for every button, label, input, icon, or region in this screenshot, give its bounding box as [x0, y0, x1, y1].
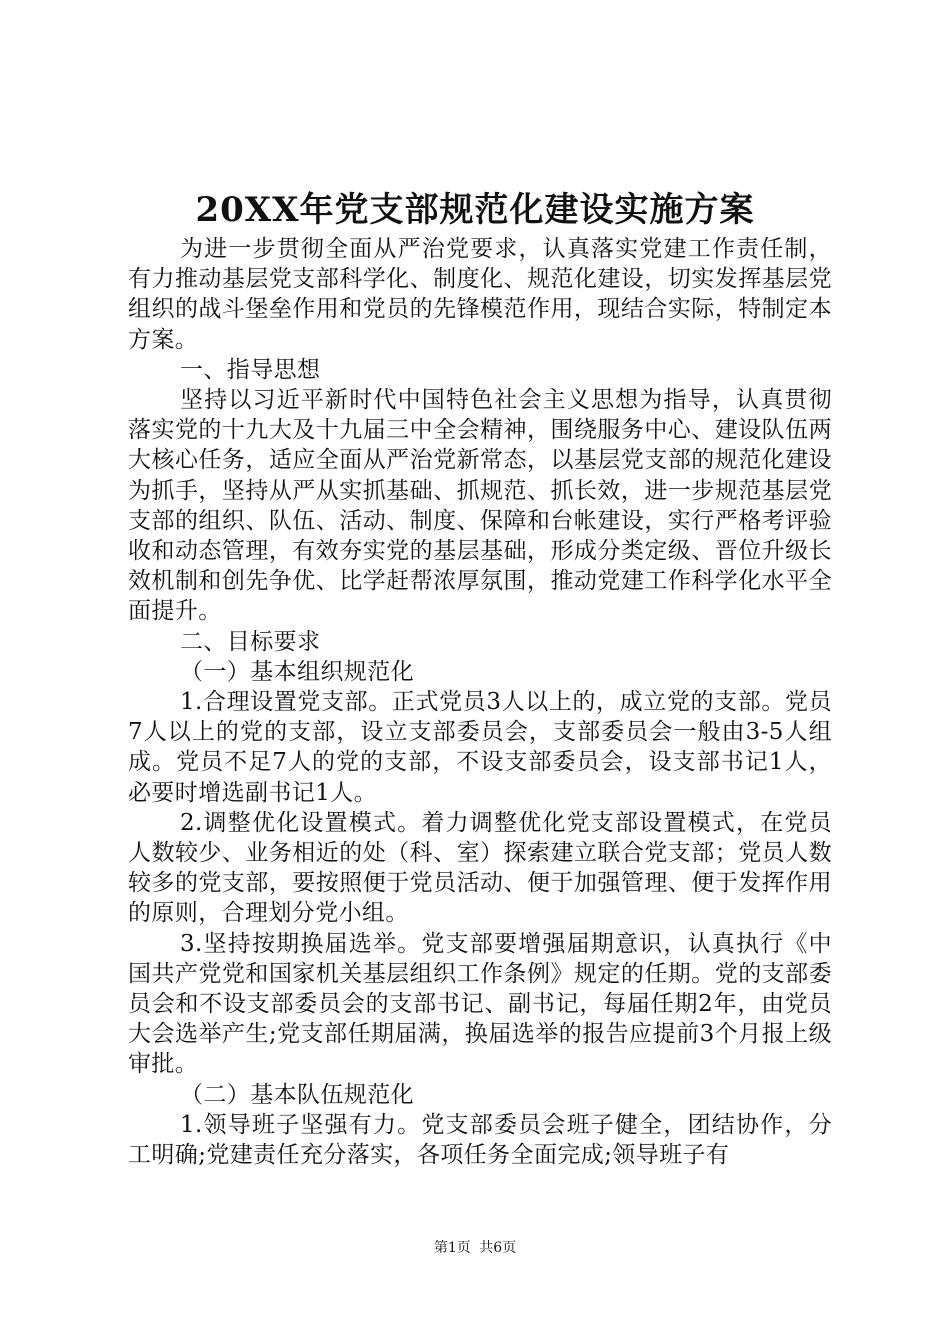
document-title: 20XX年党支部规范化建设实施方案	[195, 190, 755, 230]
subsection-heading-team: （二）基本队伍规范化	[180, 1081, 414, 1108]
subsection-heading-organization: （一）基本组织规范化	[180, 658, 414, 685]
item-paragraph-4: 1.领导班子坚强有力。党支部委员会班子健全，团结协作，分工明确;党建责任充分落实，各项任务全面完成;领导班子有	[128, 1111, 832, 1169]
section-heading-guiding-ideology: 一、指导思想	[180, 356, 321, 383]
guiding-ideology-paragraph: 坚持以习近平新时代中国特色社会主义思想为指导，认真贯彻落实党的十九大及十九届三中全会精神，围绕服务中心、建设队伍两大核心任务，适应全面从严治党新常态，以基层党支部的规范化建设为抓手，坚持从严从实抓基础、抓规范、抓长效，进一步规范基层党支部的组织、队伍、活动、制度、保障和台帐建设，实行严格考评验收和动态管理，有效夯实党的基层基础，形成分类定级、晋位升级长效机制和创先争优、比学赶帮浓厚氛围，推动党建工作科学化水平全面提升。	[128, 387, 832, 625]
section-heading-goals: 二、目标要求	[180, 628, 321, 655]
item-paragraph-2: 2.调整优化设置模式。着力调整优化党支部设置模式，在党员人数较少、业务相近的处（科、室）探索建立联合党支部；党员人数较多的党支部，要按照便于党员活动、便于加强管理、便于发挥作用的原则，合理划分党小组。	[128, 809, 832, 927]
document-body	[128, 234, 832, 1170]
page-footer	[0, 1238, 950, 1258]
item-paragraph-3: 3.坚持按期换届选举。党支部要增强届期意识，认真执行《中国共产党党和国家机关基层组织工作条例》规定的任期。党的支部委员会和不设支部委员会的支部书记、副书记，每届任期2年，由党员大会选举产生;党支部任期届满，换届选举的报告应提前3个月报上级审批。	[128, 930, 832, 1078]
page-number: 第1页	[433, 1240, 471, 1256]
total-pages: 共6页	[479, 1240, 517, 1256]
intro-paragraph: 为进一步贯彻全面从严治党要求，认真落实党建工作责任制，有力推动基层党支部科学化、制度化、规范化建设，切实发挥基层党组织的战斗堡垒作用和党员的先锋模范作用，现结合实际，特制定本方案。	[128, 236, 832, 353]
item-paragraph-1: 1.合理设置党支部。正式党员3人以上的，成立党的支部。党员7人以上的党的支部，设立支部委员会，支部委员会一般由3-5人组成。党员不足7人的党的支部，不设支部委员会，设支部书记1人，必要时增选副书记1人。	[128, 689, 832, 806]
